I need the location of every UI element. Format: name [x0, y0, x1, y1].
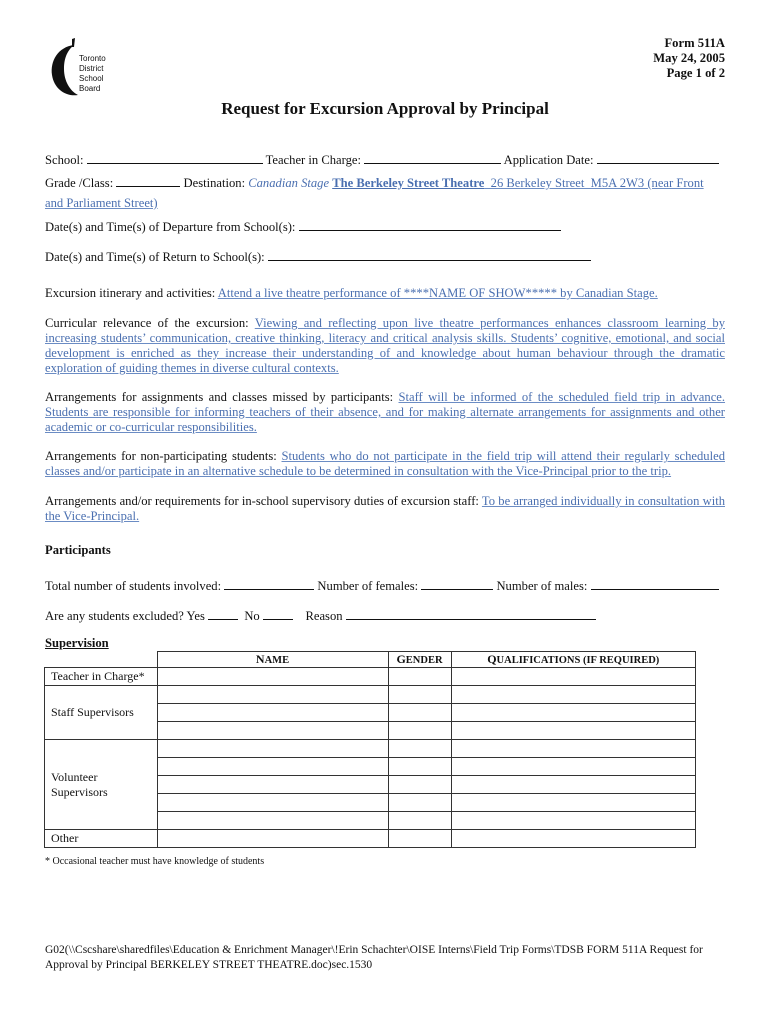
col-gender-header: GENDER — [388, 652, 451, 668]
excluded-no-input[interactable] — [263, 607, 293, 620]
table-cell[interactable] — [451, 812, 696, 830]
school-row: School: Teacher in Charge: Application Date: — [45, 151, 725, 168]
table-cell[interactable] — [157, 830, 388, 848]
table-cell[interactable] — [388, 686, 451, 704]
supervision-heading: Supervision — [45, 636, 109, 650]
table-cell[interactable] — [388, 722, 451, 740]
teacher-input[interactable] — [364, 151, 501, 164]
row-label-staff: Staff Supervisors — [45, 686, 158, 740]
table-cell[interactable] — [157, 686, 388, 704]
departure-row: Date(s) and Time(s) of Departure from School(s): — [45, 218, 725, 235]
table-cell[interactable] — [157, 758, 388, 776]
table-cell[interactable] — [388, 758, 451, 776]
table-cell[interactable] — [451, 686, 696, 704]
grade-input[interactable] — [116, 174, 180, 187]
table-cell[interactable] — [157, 794, 388, 812]
destination-row: Grade /Class: Destination: Canadian Stage The Berkeley Street Theatre 26 Berkeley Street M5A 2W3 (near Front — [45, 176, 704, 190]
table-cell[interactable] — [157, 722, 388, 740]
table-cell[interactable] — [157, 704, 388, 722]
table-cell[interactable] — [388, 830, 451, 848]
excluded-yes-input[interactable] — [208, 607, 238, 620]
application-date-input[interactable] — [597, 151, 719, 164]
return-row: Date(s) and Time(s) of Return to School(s): — [45, 248, 725, 265]
footnote: * Occasional teacher must have knowledge of students — [45, 856, 265, 867]
table-cell[interactable] — [157, 812, 388, 830]
table-cell[interactable] — [451, 758, 696, 776]
females-input[interactable] — [421, 577, 493, 590]
table-cell[interactable] — [451, 704, 696, 722]
supervisory-section: Arrangements and/or requirements for in-school supervisory duties of excursion staff: To be arranged individually in consultation with the Vice-Principal. — [45, 494, 726, 523]
col-qualifications-header: QUALIFICATIONS (IF REQUIRED) — [451, 652, 696, 668]
row-label-volunteer: Volunteer Supervisors — [45, 740, 158, 830]
row-label-other: Other — [45, 830, 158, 848]
table-cell[interactable] — [388, 812, 451, 830]
missed-classes-section: Arrangements for assignments and classes missed by participants: Staff will be informed of the scheduled field trip in advance. Students are responsible for informing teachers of their absence, and for making alternate arrangements for assignments and other academic or co-curricular responsibilities. — [45, 390, 726, 434]
file-path-footer: G02(\\Cscshare\sharedfiles\Education & Enrichment Manager\!Erin Schachter\OISE Interns\Field Trip Forms\TDSB FORM 511A Request for Approval by Principal BERKELEY STREET THEATRE.doc)sec.1530 — [45, 944, 703, 971]
non-participating-section: Arrangements for non-participating students: Students who do not participate in the field trip will attend their regularly scheduled classes and/or participate in an alternative schedule to be determined in consultation with the Vice-Principal prior to the trip. — [45, 449, 725, 478]
page-number: Page 1 of 2 — [666, 66, 725, 80]
males-input[interactable] — [591, 577, 719, 590]
col-name-header: NAME — [157, 652, 388, 668]
participants-heading: Participants — [45, 543, 111, 557]
curricular-section: Curricular relevance of the excursion: Viewing and reflecting upon live theatre performances enhances classroom learning by increasing students’ communication, creative thinking, literacy and critical analysis skills. Students’ cognitive, emotional, and social development is enriched as they increase their understanding of and knowledge about human behaviour through the dramatic exploration of guiding themes in diverse cultural contexts. — [45, 316, 725, 375]
participants-count-row: Total number of students involved: Number of females: Number of males: — [45, 577, 725, 594]
itinerary-row: Excursion itinerary and activities: Attend a live theatre performance of ****NAME OF SHOW***** by Canadian Stage. — [45, 286, 658, 300]
table-cell[interactable] — [451, 740, 696, 758]
logo-text: Toronto District School Board — [79, 54, 106, 93]
table-cell[interactable] — [157, 668, 388, 686]
destination-continued: and Parliament Street) — [45, 196, 158, 210]
page-title: Request for Excursion Approval by Principal — [221, 99, 549, 118]
form-number: Form 511A — [664, 36, 725, 50]
table-cell[interactable] — [388, 776, 451, 794]
supervision-table — [44, 651, 696, 848]
table-cell[interactable] — [451, 668, 696, 686]
return-input[interactable] — [268, 248, 591, 261]
reason-input[interactable] — [346, 607, 596, 620]
table-cell[interactable] — [388, 704, 451, 722]
school-input[interactable] — [87, 151, 263, 164]
row-label-teacher: Teacher in Charge* — [45, 668, 158, 686]
table-cell[interactable] — [388, 794, 451, 812]
table-cell[interactable] — [388, 668, 451, 686]
table-cell[interactable] — [388, 740, 451, 758]
table-cell[interactable] — [451, 830, 696, 848]
table-cell[interactable] — [451, 722, 696, 740]
total-students-input[interactable] — [224, 577, 314, 590]
table-cell[interactable] — [451, 776, 696, 794]
departure-input[interactable] — [299, 218, 561, 231]
table-cell[interactable] — [157, 776, 388, 794]
table-cell[interactable] — [157, 740, 388, 758]
form-date: May 24, 2005 — [653, 51, 725, 65]
table-cell[interactable] — [451, 794, 696, 812]
form-header — [653, 36, 725, 81]
excluded-row: Are any students excluded? Yes No Reason — [45, 607, 725, 624]
